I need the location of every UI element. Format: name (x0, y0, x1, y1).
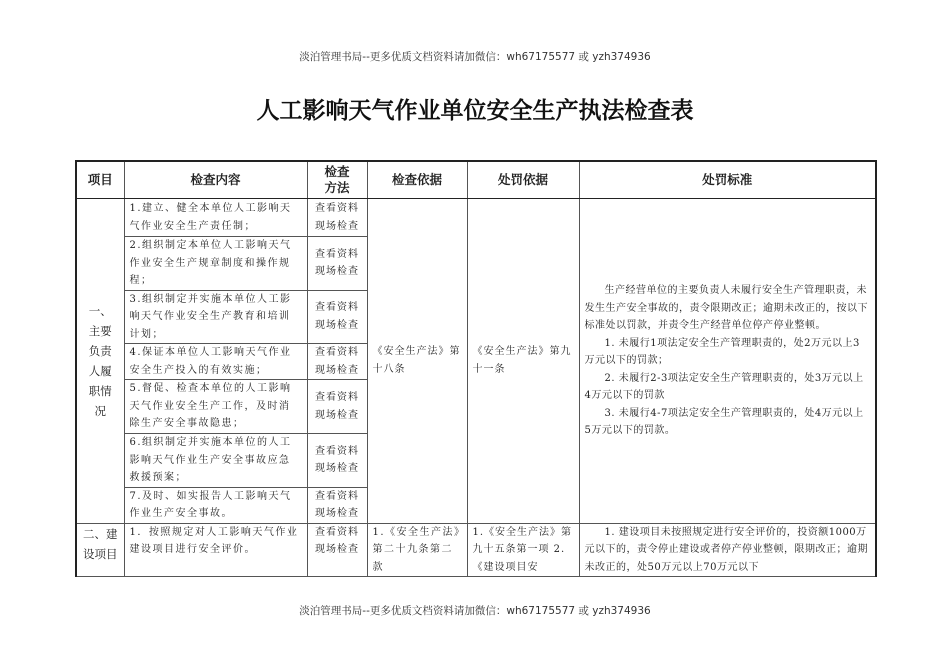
penalty-basis-cell: 《安全生产法》第九十一条 (467, 199, 579, 524)
content-cell: 1．按照规定对人工影响天气作业建设项目进行安全评价。 (124, 523, 307, 577)
content-cell: 7.及时、如实报告人工影响天气作业生产安全事故。 (124, 487, 307, 523)
col-header: 检查依据 (367, 161, 467, 199)
penalty-basis-cell: 1.《安全生产法》第九十五条第一项 2. 《建设项目安 (467, 523, 579, 577)
page-title: 人工影响天气作业单位安全生产执法检查表 (256, 98, 694, 124)
standard-text: 2. 未履行2-3项法定安全生产管理职责的，处3万元以上4万元以下的罚款 (584, 372, 864, 401)
standard-text: 1. 建设项目未按照规定进行安全评价的，投资额1000万元以下的，责令停止建设或者停产停业整顿，限期改正；逾期未改正的，处50万元以上70万元以下 (584, 526, 868, 573)
table-header-row (76, 161, 876, 199)
method-cell: 查看资料现场检查 (307, 290, 367, 344)
method-cell: 查看资料现场检查 (307, 487, 367, 523)
method-cell: 查看资料现场检查 (307, 199, 367, 237)
basis-cell: 《安全生产法》第十八条 (367, 199, 467, 524)
footer-watermark: 淡泊管理书局--更多优质文档资料请加微信：wh67175577 或 yzh374936 (299, 605, 651, 617)
content-cell: 6.组织制定并实施本单位的人工影响天气作业生产安全事故应急救援预案； (124, 434, 307, 488)
col-header: 处罚标准 (579, 161, 876, 199)
header-watermark: 淡泊管理书局--更多优质文档资料请加微信：wh67175577 或 yzh374936 (299, 51, 651, 63)
col-header: 项目 (76, 161, 124, 199)
table-row (76, 523, 876, 577)
inspection-table (75, 160, 877, 577)
content-cell: 1.建立、健全本单位人工影响天气作业安全生产责任制； (124, 199, 307, 237)
item-cell: 二、建设项目 (76, 523, 124, 577)
item-cell: 一、主要负责人履职情况 (76, 199, 124, 524)
method-cell: 查看资料现场检查 (307, 523, 367, 577)
col-header: 处罚依据 (467, 161, 579, 199)
content-cell: 2.组织制定本单位人工影响天气作业安全生产规章制度和操作规程； (124, 237, 307, 291)
standard-text: 生产经营单位的主要负责人未履行安全生产管理职责，未发生生产安全事故的，责令限期改正；逾期未改正的，按以下标准处以罚款，并责令生产经营单位停产停业整顿。 (584, 285, 868, 331)
method-cell: 查看资料现场检查 (307, 237, 367, 291)
standard-cell (579, 523, 876, 577)
standard-text: 1. 未履行1项法定安全生产管理职责的，处2万元以上3万元以下的罚款； (584, 337, 860, 366)
method-cell: 查看资料现场检查 (307, 344, 367, 380)
table-row (76, 199, 876, 237)
content-cell: 5.督促、检查本单位的人工影响天气作业安全生产工作，及时消除生产安全事故隐患； (124, 380, 307, 434)
content-cell: 3.组织制定并实施本单位人工影响天气作业安全生产教育和培训计划； (124, 290, 307, 344)
content-cell: 4.保证本单位人工影响天气作业安全生产投入的有效实施； (124, 344, 307, 380)
col-header: 检查内容 (124, 161, 307, 199)
basis-cell: 1.《安全生产法》第二十九条第二款 (367, 523, 467, 577)
method-cell: 查看资料现场检查 (307, 380, 367, 434)
col-header: 检查方法 (307, 161, 367, 199)
method-cell: 查看资料现场检查 (307, 434, 367, 488)
standard-cell (579, 199, 876, 524)
standard-text: 3. 未履行4-7项法定安全生产管理职责的，处4万元以上5万元以下的罚款。 (584, 407, 864, 436)
